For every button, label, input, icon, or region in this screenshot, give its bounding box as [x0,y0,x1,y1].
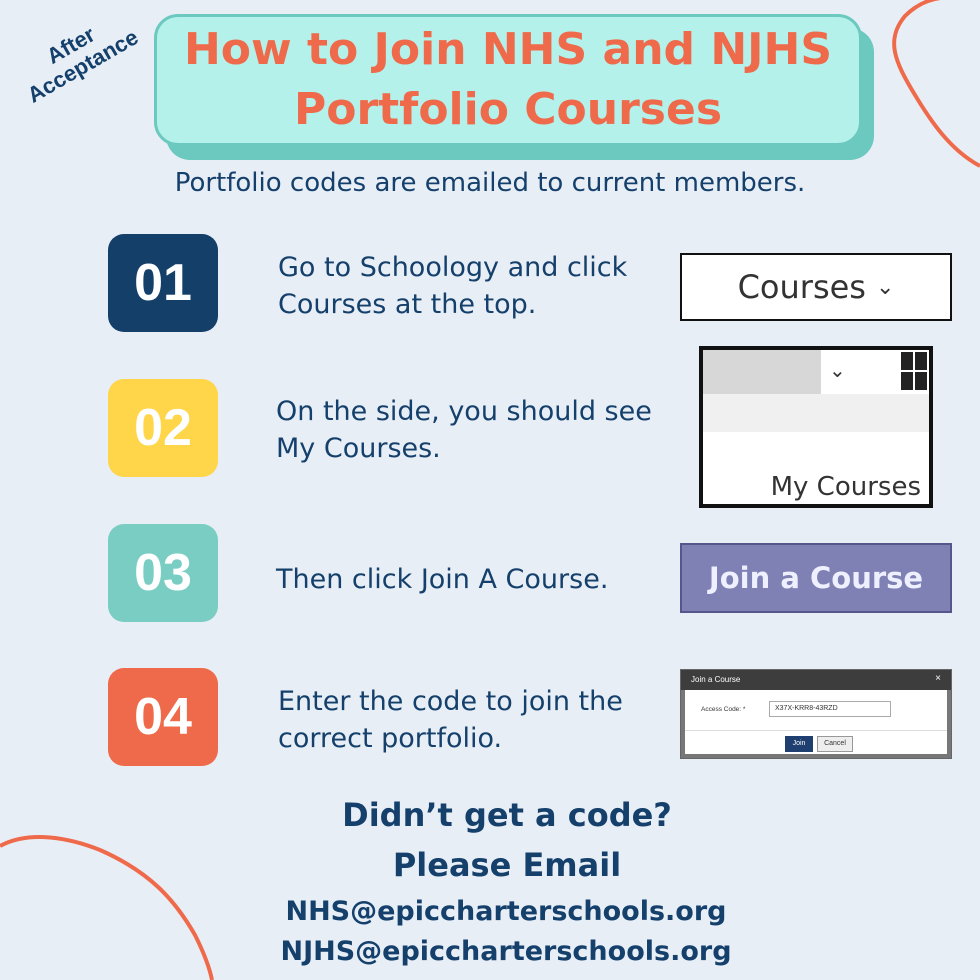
footer-instruction: Please Email [392,846,622,884]
title-banner [154,14,862,146]
grid-menu-icon [901,352,929,390]
step-1-text: Go to Schoology and click Courses at the top. [278,252,628,320]
subtitle: Portfolio codes are emailed to current members. [174,168,806,198]
my-courses-screenshot [699,346,933,508]
step-3-number: 03 [108,524,218,622]
title-line-1: How to Join NHS and NJHS [183,24,833,75]
step-4-text: Enter the code to join the correct portfolio. [278,686,623,754]
dialog-header [681,670,951,690]
step-2-text: On the side, you should see My Courses. [276,396,652,464]
chevron-down-icon: ⌄ [829,358,846,382]
step-1-number: 01 [108,234,218,332]
access-code-label: Access Code: * [701,706,746,713]
access-code-field: X37X-KRR8-43RZD [769,701,891,717]
footer-question: Didn’t get a code? [342,796,672,834]
courses-menu-screenshot [680,253,952,321]
join-course-dialog-screenshot [680,669,952,759]
screenshot-grey-bar [703,350,821,394]
title-line-2: Portfolio Courses [293,84,723,135]
join-button: Join [785,736,813,752]
dialog-divider [685,730,947,731]
close-icon: × [935,673,941,684]
step-2-number: 02 [108,379,218,477]
after-acceptance-tag: After Acceptance [23,21,143,108]
cancel-button: Cancel [817,736,853,752]
courses-label: Courses [737,268,866,306]
screenshot-band [703,394,929,432]
chevron-down-icon: ⌄ [875,274,895,300]
step-3-text: Then click Join A Course. [276,564,609,595]
dialog-title: Join a Course [691,675,741,684]
nhs-email: NHS@epiccharterschools.org [285,896,727,927]
step-4-number: 04 [108,668,218,766]
join-course-button-screenshot: Join a Course [680,543,952,613]
dialog-body [685,690,947,754]
my-courses-label: My Courses [770,472,921,502]
njhs-email: NJHS@epiccharterschools.org [280,936,732,967]
